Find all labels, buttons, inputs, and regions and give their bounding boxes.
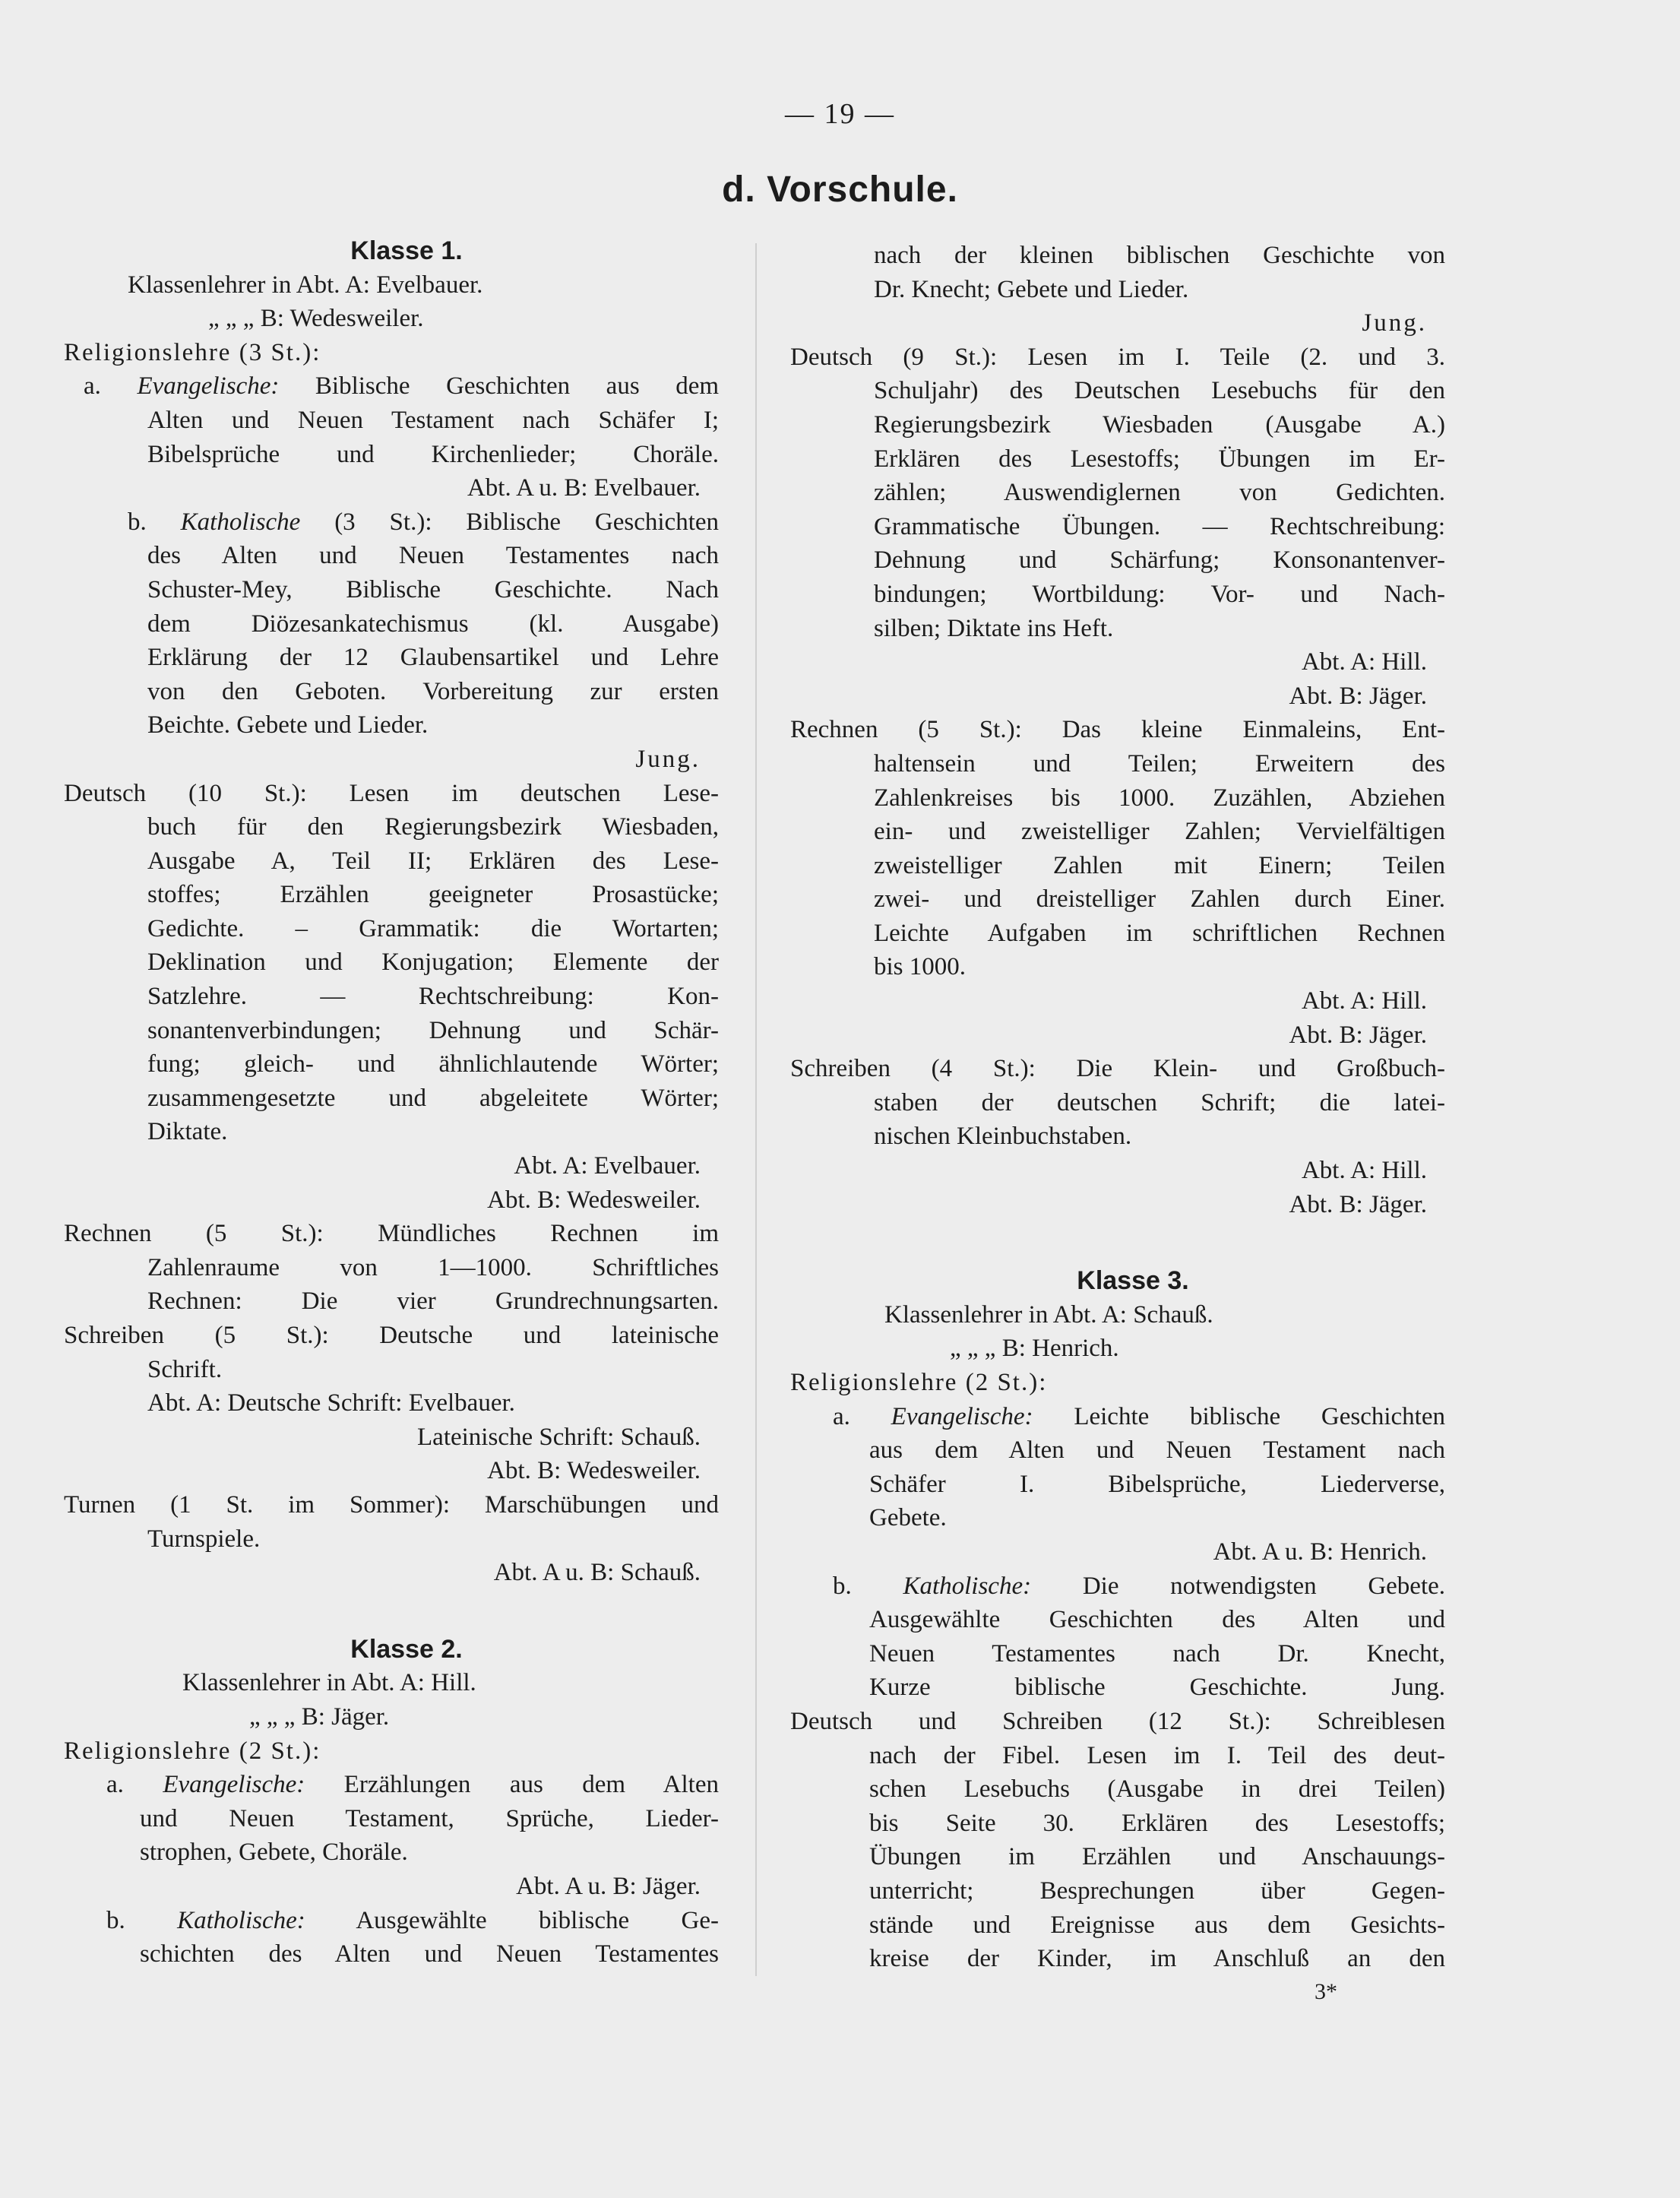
k2-deutsch-line-4: Erklären des Lesestoffs; Übungen im Er- bbox=[874, 445, 1445, 473]
k1-deutsch-line-4: stoffes; Erzählen geeigneter Prosastücke; bbox=[147, 881, 719, 909]
text-fragment: Biblische Geschichten aus dem bbox=[315, 372, 720, 401]
k3-ev-line-4: Gebete. bbox=[869, 1504, 947, 1532]
k2-rechnen-line-4: ein- und zweistelliger Zahlen; Vervielfältigen bbox=[874, 818, 1445, 846]
k2-deutsch-line-5: zählen; Auswendiglernen von Gedichten. bbox=[874, 479, 1445, 507]
k3-kat-line-3: Neuen Testamentes nach Dr. Knecht, bbox=[869, 1639, 1445, 1668]
section-title: d. Vorschule. bbox=[722, 169, 958, 210]
k2-religion-heading: Religionslehre (2 St.): bbox=[64, 1737, 321, 1765]
k3-teacher-b: „ „ „ B: Henrich. bbox=[950, 1335, 1119, 1363]
k1-deutsch-line-8: sonantenverbindungen; Dehnung und Schär- bbox=[147, 1016, 719, 1044]
k3-deutsch-line-5: Übungen im Erzählen und Anschauungs- bbox=[869, 1843, 1445, 1871]
k1-schreiben-line-2: Schrift. bbox=[147, 1355, 223, 1383]
k2-rechnen-line-2: haltensein und Teilen; Erweitern des bbox=[874, 749, 1445, 778]
klasse-1-heading: Klasse 1. bbox=[350, 236, 463, 265]
klasse-3-heading: Klasse 3. bbox=[1077, 1266, 1189, 1296]
k2-rechnen-line-8: bis 1000. bbox=[874, 953, 967, 981]
k2-schreiben-line-1: Schreiben (4 St.): Die Klein- und Großbuch- bbox=[790, 1055, 1445, 1083]
k2-deutsch-line-6: Grammatische Übungen. — Rechtschreibung: bbox=[874, 512, 1445, 540]
right-column bbox=[790, 239, 1445, 1976]
k2-rechnen-line-5: zweistelliger Zahlen mit Einern; Teilen bbox=[874, 851, 1445, 879]
k1-ev-line-1 bbox=[64, 369, 719, 404]
list-marker: b. bbox=[833, 1572, 852, 1600]
k2-deutsch-line-2: Schuljahr) des Deutschen Lesebuchs für den bbox=[874, 377, 1445, 405]
k2-rechnen-signature-b: Abt. B: Jäger. bbox=[1289, 1021, 1427, 1049]
k1-deutsch-signature-a: Abt. A: Evelbauer. bbox=[514, 1152, 701, 1180]
k2-deutsch-signature-b: Abt. B: Jäger. bbox=[1289, 682, 1427, 710]
k1-deutsch-line-5: Gedichte. – Grammatik: die Wortarten; bbox=[147, 914, 719, 942]
k2-teacher-b: „ „ „ B: Jäger. bbox=[249, 1702, 390, 1731]
k3-deutsch-line-7: stände und Ereignisse aus dem Gesichts- bbox=[869, 1911, 1445, 1939]
k2-schreiben-signature-a: Abt. A: Hill. bbox=[1301, 1157, 1427, 1185]
k2-deutsch-line-7: Dehnung und Schärfung; Konsonantenver- bbox=[874, 546, 1445, 575]
k2-schreiben-line-2: staben der deutschen Schrift; die latei- bbox=[874, 1088, 1445, 1116]
denomination-label: Katholische bbox=[180, 508, 301, 536]
k3-deutsch-line-3: schen Lesebuchs (Ausgabe in drei Teilen) bbox=[869, 1775, 1445, 1804]
r-line-1: nach der kleinen biblischen Geschichte von bbox=[874, 242, 1445, 269]
k3-ev-line-3: Schäfer I. Bibelsprüche, Liederverse, bbox=[869, 1470, 1445, 1498]
k3-kat-line-4: Kurze biblische Geschichte. Jung. bbox=[869, 1674, 1445, 1702]
k1-deutsch-line-6: Deklination und Konjugation; Elemente der bbox=[147, 949, 719, 977]
k3-ev-signature: Abt. A u. B: Henrich. bbox=[1213, 1538, 1427, 1566]
k2-deutsch-line-9: silben; Diktate ins Heft. bbox=[874, 614, 1114, 642]
list-marker: a. bbox=[106, 1771, 124, 1799]
k3-deutsch-line-8: kreise der Kinder, im Anschluß an den bbox=[869, 1945, 1445, 1973]
k1-ev-signature: Abt. A u. B: Evelbauer. bbox=[467, 474, 701, 502]
k1-kat-line-2: des Alten und Neuen Testamentes nach bbox=[147, 542, 719, 570]
denomination-label: Katholische: bbox=[177, 1906, 305, 1934]
k1-rechnen-line-3: Rechnen: Die vier Grundrechnungsarten. bbox=[147, 1287, 719, 1316]
k3-deutsch-line-4: bis Seite 30. Erklären des Lesestoffs; bbox=[869, 1809, 1445, 1837]
k2-deutsch-line-1: Deutsch (9 St.): Lesen im I. Teile (2. und 3. bbox=[790, 343, 1445, 371]
k1-rechnen-line-2: Zahlenraume von 1—1000. Schriftliches bbox=[147, 1253, 719, 1281]
k1-ev-line-3: Bibelsprüche und Kirchenlieder; Choräle. bbox=[147, 440, 719, 468]
k1-kat-line-5: Erklärung der 12 Glaubensartikel und Lehre bbox=[147, 644, 719, 672]
spacer bbox=[790, 1221, 1445, 1264]
k1-ev-line-2: Alten und Neuen Testament nach Schäfer I; bbox=[147, 406, 719, 434]
k2-teacher-a: Klassenlehrer in Abt. A: Hill. bbox=[182, 1669, 476, 1697]
k1-turnen-line-2: Turnspiele. bbox=[147, 1525, 261, 1553]
k1-deutsch-line-2: buch für den Regierungsbezirk Wiesbaden, bbox=[147, 813, 719, 841]
denomination-label: Evangelische: bbox=[891, 1402, 1033, 1430]
r-line-2: Dr. Knecht; Gebete und Lieder. bbox=[874, 275, 1189, 303]
text-fragment: (3 St.): Biblische Geschichten bbox=[334, 508, 720, 536]
k3-deutsch-line-1: Deutsch und Schreiben (12 St.): Schreiblesen bbox=[790, 1707, 1445, 1735]
list-marker: a. bbox=[833, 1402, 850, 1430]
k1-teacher-b: „ „ „ B: Wedesweiler. bbox=[208, 305, 424, 333]
k1-kat-line-3: Schuster-Mey, Biblische Geschichte. Nach bbox=[147, 575, 719, 603]
k1-turnen-signature: Abt. A u. B: Schauß. bbox=[493, 1559, 701, 1587]
column-divider bbox=[755, 243, 757, 1976]
signature-mark: 3* bbox=[1315, 1979, 1337, 2004]
k2-rechnen-line-3: Zahlenkreises bis 1000. Zuzählen, Abziehen bbox=[874, 784, 1445, 812]
k3-religion-heading: Religionslehre (2 St.): bbox=[790, 1369, 1048, 1396]
spacer bbox=[64, 1590, 719, 1633]
k2-ev-line-1 bbox=[64, 1768, 719, 1802]
text-fragment: Leichte biblische Geschichten bbox=[1074, 1402, 1445, 1430]
k1-deutsch-line-3: Ausgabe A, Teil II; Erklären des Lese- bbox=[147, 847, 719, 875]
text-fragment: Ausgewählte biblische Ge- bbox=[356, 1906, 719, 1934]
k3-ev-line-2: aus dem Alten und Neuen Testament nach bbox=[869, 1436, 1445, 1465]
list-marker: b. bbox=[106, 1906, 125, 1934]
k2-rechnen-signature-a: Abt. A: Hill. bbox=[1301, 987, 1427, 1015]
k1-teacher-a: Klassenlehrer in Abt. A: Evelbauer. bbox=[128, 271, 483, 299]
k3-deutsch-line-6: unterricht; Besprechungen über Gegen- bbox=[869, 1877, 1445, 1905]
denomination-label: Katholische: bbox=[903, 1572, 1032, 1600]
k1-kat-line-4: dem Diözesankatechismus (kl. Ausgabe) bbox=[147, 610, 719, 638]
list-marker: a. bbox=[84, 372, 101, 401]
k2-ev-line-2: und Neuen Testament, Sprüche, Lieder- bbox=[140, 1804, 719, 1832]
k1-deutsch-line-1: Deutsch (10 St.): Lesen im deutschen Lese- bbox=[64, 779, 719, 807]
k2-kat-line-1 bbox=[64, 1904, 719, 1938]
k1-kat-line-7: Beichte. Gebete und Lieder. bbox=[147, 711, 429, 740]
k1-rechnen-line-1: Rechnen (5 St.): Mündliches Rechnen im bbox=[64, 1220, 719, 1248]
text-fragment: Die notwendigsten Gebete. bbox=[1082, 1572, 1446, 1600]
k1-deutsch-line-10: zusammengesetzte und abgeleitete Wörter; bbox=[147, 1084, 719, 1112]
k3-kat-line-1 bbox=[790, 1569, 1445, 1604]
k1-schreiben-line-1: Schreiben (5 St.): Deutsche und lateinische bbox=[64, 1322, 719, 1349]
k1-turnen-line-1: Turnen (1 St. im Sommer): Marschübungen und bbox=[64, 1490, 719, 1519]
k1-schreiben-line-4: Lateinische Schrift: Schauß. bbox=[417, 1423, 701, 1451]
k1-deutsch-line-9: fung; gleich- und ähnlichlautende Wörter; bbox=[147, 1050, 719, 1078]
page-number: — 19 — bbox=[785, 98, 895, 130]
denomination-label: Evangelische: bbox=[163, 1771, 305, 1799]
k1-religion-heading: Religionslehre (3 St.): bbox=[64, 338, 321, 366]
k3-teacher-a: Klassenlehrer in Abt. A: Schauß. bbox=[884, 1300, 1213, 1329]
k2-deutsch-line-3: Regierungsbezirk Wiesbaden (Ausgabe A.) bbox=[874, 410, 1445, 439]
k2-ev-line-3: strophen, Gebete, Choräle. bbox=[140, 1839, 408, 1867]
denomination-label: Evangelische: bbox=[137, 372, 280, 401]
k1-kat-line-6: von den Geboten. Vorbereitung zur ersten bbox=[147, 677, 719, 705]
r-line-2-signature: Jung. bbox=[1362, 309, 1427, 337]
k1-kat-signature: Jung. bbox=[635, 745, 701, 773]
klasse-2-heading: Klasse 2. bbox=[350, 1634, 463, 1664]
k2-deutsch-signature-a: Abt. A: Hill. bbox=[1301, 648, 1427, 676]
list-marker: b. bbox=[128, 508, 147, 536]
k2-schreiben-line-3: nischen Kleinbuchstaben. bbox=[874, 1123, 1132, 1151]
k1-kat-line-1 bbox=[64, 505, 719, 540]
k2-schreiben-signature-b: Abt. B: Jäger. bbox=[1289, 1190, 1427, 1218]
k2-rechnen-line-7: Leichte Aufgaben im schriftlichen Rechnen bbox=[874, 919, 1445, 947]
left-column bbox=[64, 234, 719, 1972]
k3-kat-line-2: Ausgewählte Geschichten des Alten und bbox=[869, 1606, 1445, 1634]
k1-schreiben-line-5: Abt. B: Wedesweiler. bbox=[487, 1457, 701, 1485]
k2-rechnen-line-6: zwei- und dreistelliger Zahlen durch Einer. bbox=[874, 885, 1445, 914]
k3-deutsch-line-2: nach der Fibel. Lesen im I. Teil des deut- bbox=[869, 1741, 1445, 1769]
k2-rechnen-line-1: Rechnen (5 St.): Das kleine Einmaleins, Ent- bbox=[790, 716, 1445, 744]
k1-deutsch-line-11: Diktate. bbox=[147, 1118, 228, 1146]
k1-deutsch-line-7: Satzlehre. — Rechtschreibung: Kon- bbox=[147, 983, 719, 1011]
k2-ev-signature: Abt. A u. B: Jäger. bbox=[516, 1872, 701, 1900]
k3-ev-line-1 bbox=[790, 1400, 1445, 1434]
k1-schreiben-line-3: Abt. A: Deutsche Schrift: Evelbauer. bbox=[147, 1389, 515, 1417]
k1-deutsch-signature-b: Abt. B: Wedesweiler. bbox=[487, 1186, 701, 1214]
k2-deutsch-line-8: bindungen; Wortbildung: Vor- und Nach- bbox=[874, 580, 1445, 608]
text-fragment: Erzählungen aus dem Alten bbox=[343, 1771, 719, 1799]
k2-kat-line-2: schichten des Alten und Neuen Testamentes bbox=[140, 1940, 719, 1968]
